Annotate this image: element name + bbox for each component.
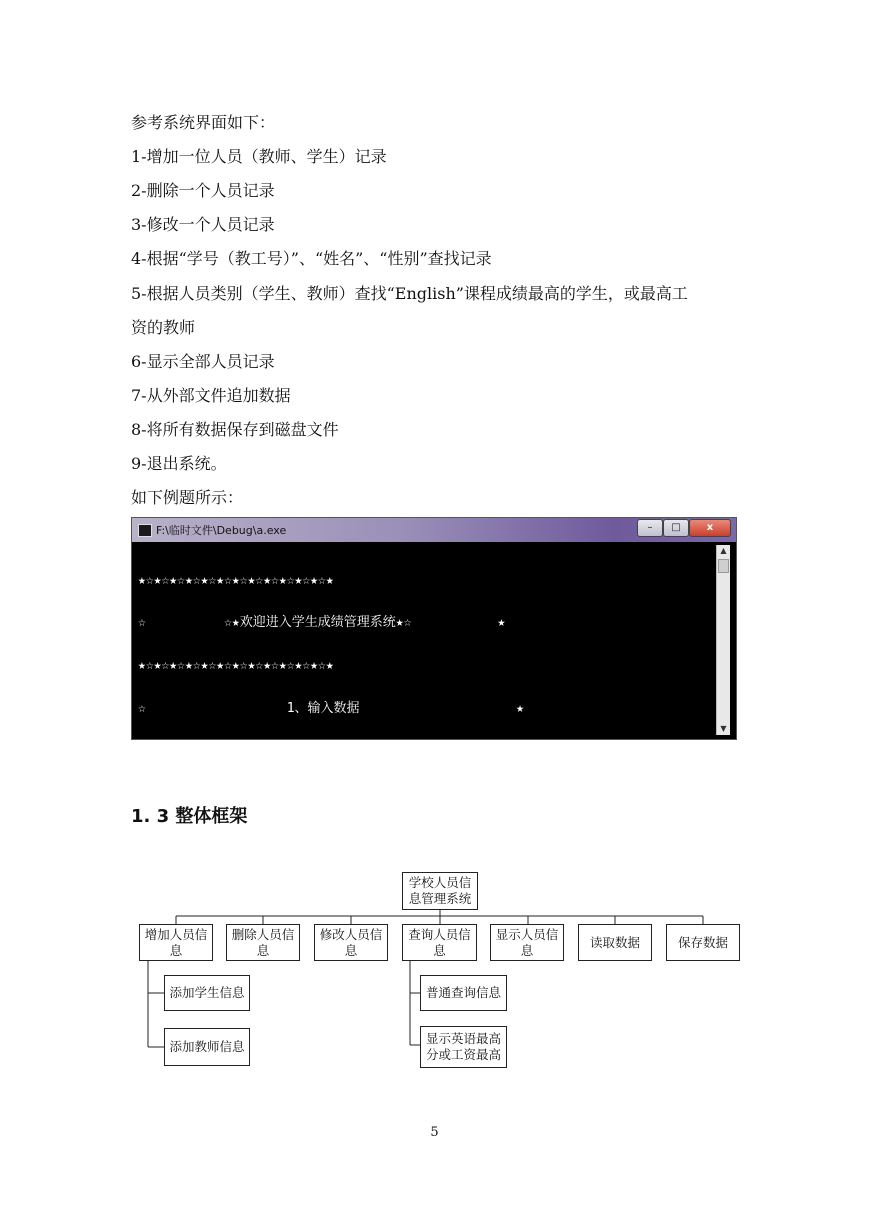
diagram-node-top-score: 显示英语最高 分或工资最高: [420, 1026, 507, 1068]
diagram-node-modify: 修改人员信 息: [314, 924, 388, 961]
menu-item-8: 8-将所有数据保存到磁盘文件: [131, 420, 339, 439]
menu-item-7: 7-从外部文件追加数据: [131, 386, 291, 405]
minimize-button[interactable]: –: [637, 519, 663, 537]
menu-item-2: 2-删除一个人员记录: [131, 181, 275, 200]
diagram-node-add-student: 添加学生信息: [164, 975, 250, 1011]
page-number: 5: [430, 1125, 439, 1140]
diagram-root-node: 学校人员信 息管理系统: [402, 872, 478, 910]
diagram-node-delete: 删除人员信 息: [226, 924, 300, 961]
diagram-node-add: 增加人员信 息: [139, 924, 213, 961]
close-button[interactable]: x: [689, 519, 731, 537]
scroll-down-arrow-icon[interactable]: ▼: [720, 724, 727, 733]
console-line: ★☆★☆★☆★☆★☆★☆★☆★☆★☆★☆★☆★☆★: [138, 658, 334, 674]
maximize-button[interactable]: □: [663, 519, 689, 537]
menu-item-3: 3-修改一个人员记录: [131, 215, 275, 234]
section-heading: 1. 3 整体框架: [131, 806, 248, 827]
menu-item-6: 6-显示全部人员记录: [131, 352, 275, 371]
menu-item-5: 5-根据人员类别（学生、教师）查找“English”课程成绩最高的学生，或最高工: [131, 284, 688, 303]
console-line: ☆ ☆★欢迎进入学生成绩管理系统★☆ ★: [138, 615, 506, 631]
console-line: ☆ 1、输入数据 ★: [138, 701, 524, 717]
menu-item-4: 4-根据“学号（教工号）”、“姓名”、“性别”查找记录: [131, 249, 492, 268]
menu-item-9: 9-退出系统。: [131, 454, 227, 473]
diagram-node-display: 显示人员信 息: [490, 924, 564, 961]
diagram-node-save: 保存数据: [666, 924, 740, 961]
menu-item-5-continued: 资的教师: [131, 318, 196, 337]
diagram-node-read: 读取数据: [578, 924, 652, 961]
console-title: F:\临时文件\Debug\a.exe: [156, 524, 287, 537]
console-line: ★☆★☆★☆★☆★☆★☆★☆★☆★☆★☆★☆★☆★: [138, 572, 334, 588]
intro-text: 参考系统界面如下：: [131, 113, 276, 132]
diagram-node-general-query: 普通查询信息: [420, 975, 507, 1011]
menu-item-1: 1-增加一位人员（教师、学生）记录: [131, 147, 387, 166]
example-label: 如下例题所示：: [131, 488, 244, 507]
diagram-node-add-teacher: 添加教师信息: [164, 1028, 250, 1066]
diagram-node-query: 查询人员信 息: [402, 924, 477, 961]
scroll-up-arrow-icon[interactable]: ▲: [720, 546, 727, 555]
